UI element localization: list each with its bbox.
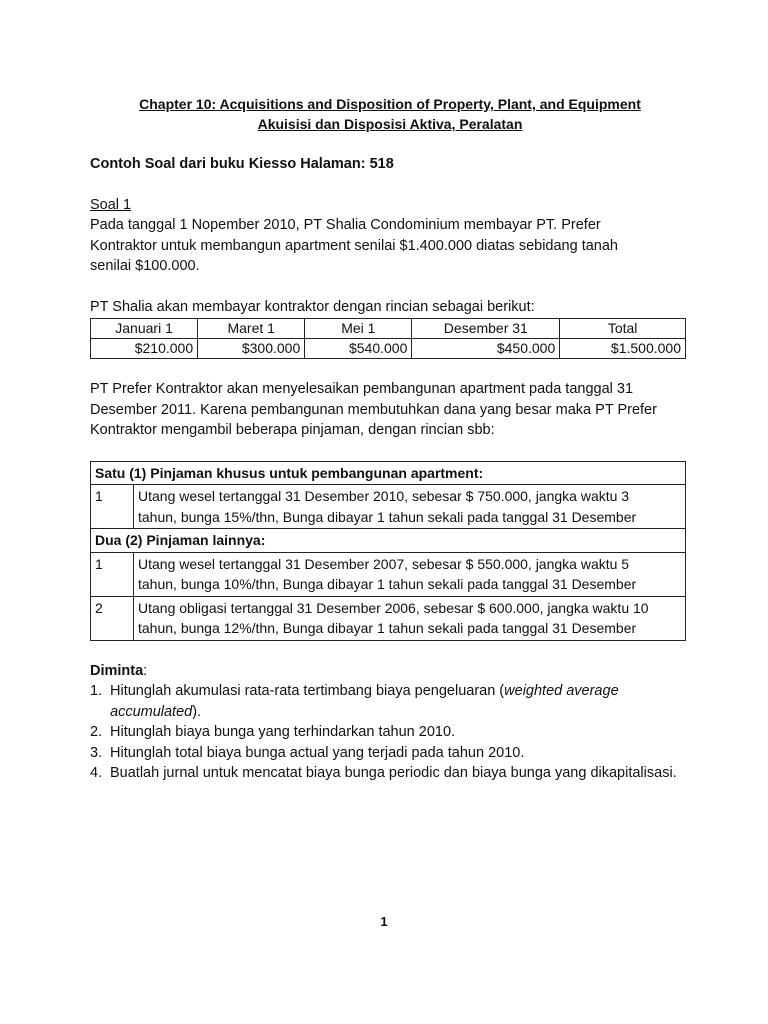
table-cell: $300.000 <box>198 339 305 359</box>
item-text: Buatlah jurnal untuk mencatat biaya bunga periodic dan biaya bunga yang dikapitalisasi. <box>110 765 677 781</box>
page-number: 1 <box>380 914 388 929</box>
table-header-cell: Maret 1 <box>198 319 305 339</box>
item-italic: weighted average accumulated <box>110 683 619 720</box>
item-number: 1. <box>90 683 103 699</box>
problem-intro <box>90 215 690 277</box>
requirements-list <box>90 681 690 784</box>
section-header-cell: Dua (2) Pinjaman lainnya: <box>91 529 686 553</box>
table-cell: $450.000 <box>412 339 560 359</box>
table-header-cell: Desember 31 <box>412 319 560 339</box>
section-title: Dua (2) Pinjaman lainnya <box>95 532 261 548</box>
source-line: Contoh Soal dari buku Kiesso Halaman: 518 <box>90 156 394 172</box>
payment-schedule-table <box>90 318 686 359</box>
loans-intro <box>90 379 690 441</box>
item-text-end: ). <box>192 703 202 720</box>
loan-line: tahun, bunga 10%/thn, Bunga dibayar 1 tahun sekali pada tanggal 31 Desember <box>138 576 637 592</box>
table-header-cell: Mei 1 <box>305 319 412 339</box>
table-cell: $1.500.000 <box>560 339 686 359</box>
item-text: Hitunglah akumulasi rata-rata tertimbang biaya pengeluaran ( <box>110 683 505 699</box>
table-cell: $210.000 <box>91 339 198 359</box>
table-header-cell: Januari 1 <box>91 319 198 339</box>
row-number: 2 <box>91 596 134 640</box>
loans-intro-line: Kontraktor mengambil beberapa pinjaman, dengan rincian sbb: <box>90 422 495 438</box>
table-row <box>91 485 686 529</box>
row-number: 1 <box>91 485 134 529</box>
problem-label: Soal 1 <box>90 196 132 213</box>
chapter-subtitle: Akuisisi dan Disposisi Aktiva, Peralatan <box>257 116 523 132</box>
chapter-title: Chapter 10: Acquisitions and Disposition of Property, Plant, and Equipment <box>139 96 641 112</box>
loan-description <box>134 596 686 640</box>
table-section-row <box>91 529 686 553</box>
item-text: Hitunglah total biaya bunga actual yang terjadi pada tahun 2010. <box>110 744 525 761</box>
row-number: 1 <box>91 552 134 596</box>
table-header-row <box>91 319 686 339</box>
table-row <box>91 552 686 596</box>
item-text: Hitunglah biaya bunga yang terhindarkan tahun 2010. <box>110 724 456 740</box>
document-page <box>90 94 690 784</box>
loan-description <box>134 485 686 529</box>
list-item <box>90 722 690 743</box>
loans-table <box>90 461 686 641</box>
intro-line: Pada tanggal 1 Nopember 2010, PT Shalia Condominium membayar PT. Prefer <box>90 217 601 233</box>
table-row <box>91 596 686 640</box>
item-number: 4. <box>90 765 103 781</box>
loan-line: Utang wesel tertanggal 31 Desember 2007, sebesar $ 550.000, jangka waktu 5 <box>138 555 630 572</box>
list-item <box>90 681 690 722</box>
table-header-cell: Total <box>560 319 686 339</box>
intro-line: Kontraktor untuk membangun apartment senilai $1.400.000 diatas sebidang tanah <box>90 237 618 254</box>
item-number: 2. <box>90 724 103 740</box>
section-title: Satu (1) Pinjaman khusus untuk pembangunan apartment <box>95 464 479 481</box>
loan-line: Utang obligasi tertanggal 31 Desember 2006, sebesar $ 600.000, jangka waktu 10 <box>138 599 649 616</box>
item-number: 3. <box>90 744 103 761</box>
loans-intro-line: Desember 2011. Karena pembangunan membutuhkan dana yang besar maka PT Prefer <box>90 401 657 418</box>
table-section-row <box>91 461 686 485</box>
loans-intro-line: PT Prefer Kontraktor akan menyelesaikan pembangunan apartment pada tanggal 31 <box>90 381 634 397</box>
loan-line: tahun, bunga 12%/thn, Bunga dibayar 1 tahun sekali pada tanggal 31 Desember <box>138 620 637 636</box>
table-row <box>91 339 686 359</box>
loan-description <box>134 552 686 596</box>
list-item <box>90 743 690 764</box>
requirements-label: Diminta <box>90 662 144 679</box>
requirements-heading: Diminta: <box>90 662 148 679</box>
loan-line: tahun, bunga 15%/thn, Bunga dibayar 1 tahun sekali pada tanggal 31 Desember <box>138 508 637 525</box>
list-item <box>90 763 690 784</box>
intro-line: senilai $100.000. <box>90 258 200 274</box>
loan-line: Utang wesel tertanggal 31 Desember 2010, sebesar $ 750.000, jangka waktu 3 <box>138 488 630 504</box>
table-cell: $540.000 <box>305 339 412 359</box>
payment-intro: PT Shalia akan membayar kontraktor dengan rincian sebagai berikut: <box>90 298 535 315</box>
section-header-cell: Satu (1) Pinjaman khusus untuk pembangunan apartment: <box>91 461 686 485</box>
